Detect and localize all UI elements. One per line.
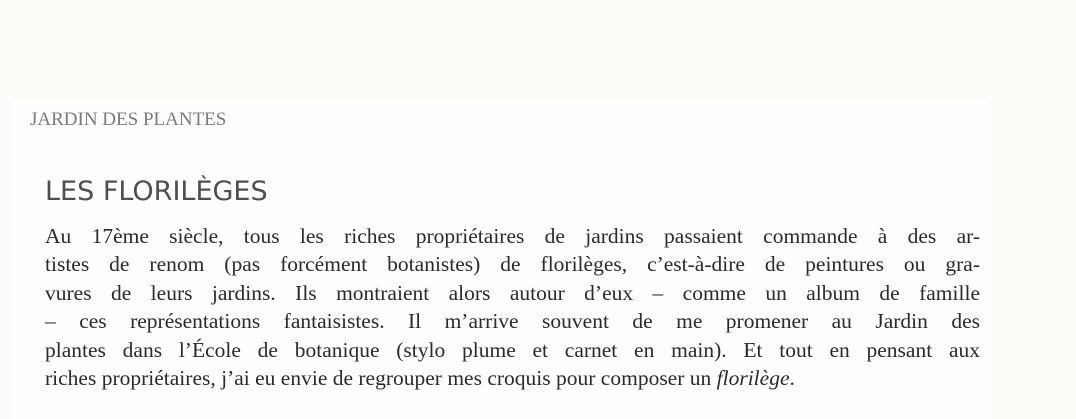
paragraph-line: tistes de renom (pas forcément botanistes) de florilèges, c’est-à-dire de peintures ou gra- (45, 252, 980, 277)
paragraph-line: – ces représentations fantaisistes. Il m’arrive souvent de me promener au Jardin des (45, 309, 980, 334)
body-paragraph (45, 222, 980, 392)
paragraph-text: riches propriétaires, j’ai eu envie de regrouper mes croquis pour composer un (45, 365, 717, 390)
paragraph-line: Au 17ème siècle, tous les riches propriétaires de jardins passaient commande à des ar- (45, 224, 980, 248)
paragraph-line: vures de leurs jardins. Ils montraient alors autour d’eux – comme un album de famille (45, 280, 980, 305)
paragraph-line-last (45, 364, 980, 392)
paragraph-line: plantes dans l’École de botanique (stylo plume et carnet en main). Et tout en pensant aux (45, 337, 980, 362)
paragraph-text: . (789, 365, 795, 390)
emphasized-word: florilège (716, 365, 790, 390)
section-kicker: JARDIN DES PLANTES (30, 109, 227, 130)
page-title: LES FLORILÈGES (45, 176, 268, 207)
